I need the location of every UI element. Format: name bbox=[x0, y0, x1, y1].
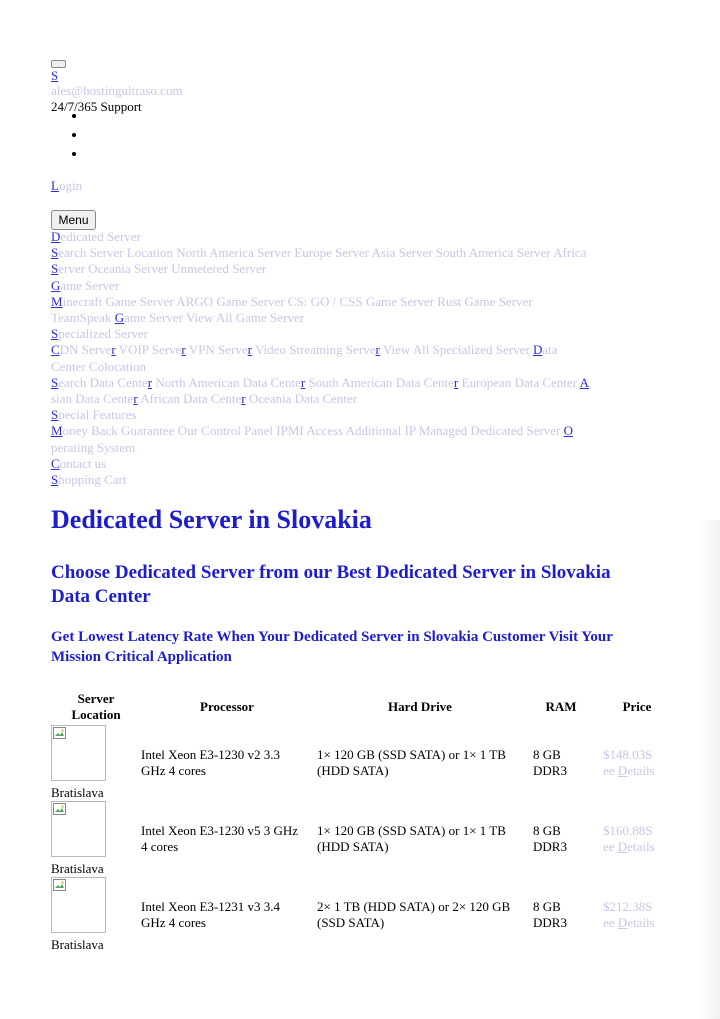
nav-game2-first[interactable]: G bbox=[114, 310, 125, 326]
nav-center-colocation[interactable]: Center Colocation bbox=[51, 358, 146, 374]
table-row bbox=[51, 801, 679, 877]
nav-special-first[interactable]: S bbox=[51, 407, 59, 423]
nav-contact-us[interactable]: ontact us bbox=[59, 455, 107, 471]
support-text: 24/7/365 Support bbox=[51, 99, 142, 114]
page-edge-shade bbox=[700, 520, 720, 1019]
login-link[interactable] bbox=[51, 178, 82, 194]
login-rest[interactable]: ogin bbox=[58, 178, 83, 193]
nav-specialized-first[interactable]: S bbox=[51, 326, 59, 342]
nav-r-mark[interactable]: r bbox=[247, 342, 252, 358]
nav-server-locations[interactable]: earch Server Location North America Server Europe Server Asia Server South America Server Africa bbox=[58, 245, 587, 261]
location-image bbox=[51, 877, 106, 933]
details-link[interactable]: etails bbox=[627, 839, 655, 854]
location-cell bbox=[51, 877, 141, 953]
nav-server-first[interactable]: S bbox=[51, 261, 59, 277]
bullet-icon[interactable] bbox=[72, 152, 76, 156]
nav-voip-server[interactable]: VOIP Serve bbox=[115, 342, 182, 358]
nav-money-first[interactable]: M bbox=[51, 423, 63, 439]
ram-cell: 8 GB DDR3 bbox=[533, 899, 567, 930]
social-list bbox=[72, 114, 76, 171]
see-link[interactable]: ee bbox=[603, 763, 615, 778]
nav-money-back[interactable]: oney Back Guarantee bbox=[62, 423, 175, 439]
nav-cdn-server[interactable]: DN Serve bbox=[59, 342, 112, 358]
nav-r-mark[interactable]: r bbox=[147, 374, 153, 390]
broken-image-icon bbox=[53, 803, 66, 815]
nav-r-mark[interactable]: r bbox=[300, 374, 306, 390]
nav-oceania-dc[interactable]: Oceania Data Center bbox=[245, 391, 358, 407]
nav-r-mark[interactable]: r bbox=[133, 391, 138, 407]
price-link[interactable]: $160.88S bbox=[603, 823, 653, 838]
nav-additional-ip[interactable]: Additional IP bbox=[345, 423, 416, 439]
nav-game-first[interactable]: G bbox=[51, 277, 61, 293]
nav-os-first[interactable]: O bbox=[563, 423, 573, 439]
details-first[interactable]: D bbox=[617, 915, 628, 930]
nav-contact-first[interactable]: C bbox=[51, 455, 60, 471]
nav-european-dc[interactable]: European Data Center bbox=[458, 374, 578, 390]
nav-toggle-button[interactable] bbox=[51, 60, 66, 68]
page-title: Dedicated Server in Slovakia bbox=[51, 505, 372, 534]
nav-south-american-dc[interactable]: South American Data Cente bbox=[305, 374, 454, 390]
col-hard-drive: Hard Drive bbox=[388, 699, 452, 714]
table-row bbox=[51, 725, 679, 801]
nav-oceania-unmetered[interactable]: erver Oceania Server Unmetered Server bbox=[58, 261, 267, 277]
processor-cell: Intel Xeon E3-1230 v5 3 GHz 4 cores bbox=[141, 823, 299, 854]
nav-shop-first[interactable]: S bbox=[51, 472, 59, 488]
table-row bbox=[51, 877, 679, 953]
see-link[interactable]: ee bbox=[603, 915, 615, 930]
ram-cell: 8 GB DDR3 bbox=[533, 747, 567, 778]
nav-vpn-server[interactable]: VPN Serve bbox=[185, 342, 248, 358]
bullet-icon[interactable] bbox=[72, 133, 76, 137]
bullet-icon[interactable] bbox=[72, 114, 76, 118]
details-link[interactable]: etails bbox=[627, 763, 655, 778]
price-link[interactable]: $148.03S bbox=[603, 747, 653, 762]
details-first[interactable]: D bbox=[617, 839, 628, 854]
location-name: Bratislava bbox=[51, 861, 104, 876]
nav-search-location-first[interactable]: S bbox=[51, 245, 59, 261]
page-subtitle: Choose Dedicated Server from our Best Dedicated Server in Slovakia Data Center bbox=[51, 562, 611, 607]
server-table bbox=[51, 689, 679, 953]
nav-control-panel[interactable]: Our Control Panel bbox=[177, 423, 274, 439]
nav-view-all-specialized[interactable]: View All Specialized Server bbox=[379, 342, 530, 358]
details-link[interactable]: etails bbox=[627, 915, 655, 930]
nav-view-all-game[interactable]: ame Server View All Game Server bbox=[124, 310, 304, 326]
nav-operating-system[interactable]: perating System bbox=[51, 439, 136, 455]
broken-image-icon bbox=[53, 727, 66, 739]
sales-letter[interactable]: S bbox=[51, 68, 59, 83]
processor-cell: Intel Xeon E3-1230 v2 3.3 GHz 4 cores bbox=[141, 747, 281, 778]
nav-r-mark[interactable]: r bbox=[111, 342, 116, 358]
nav-game-list[interactable]: inecraft Game Server ARGO Game Server CS: GO / CSS Game Server Rust Game Server bbox=[62, 293, 533, 309]
location-image bbox=[51, 725, 106, 781]
nav-search-dc-first[interactable]: S bbox=[51, 374, 59, 390]
sales-email-link-first[interactable] bbox=[51, 68, 58, 84]
hard-drive-cell: 2× 1 TB (HDD SATA) or 2× 120 GB (SSD SATA) bbox=[317, 899, 511, 930]
nav-data-first[interactable]: D bbox=[532, 342, 543, 358]
nav-r-mark[interactable]: r bbox=[453, 374, 459, 390]
nav-cdn-first[interactable]: C bbox=[51, 342, 60, 358]
nav-video-streaming[interactable]: Video Streaming Serve bbox=[251, 342, 376, 358]
page-tagline: Get Lowest Latency Rate When Your Dedicated Server in Slovakia Customer Visit Your Mission Critical Application bbox=[51, 629, 613, 665]
hard-drive-cell: 1× 120 GB (SSD SATA) or 1× 1 TB (HDD SATA) bbox=[317, 747, 506, 778]
price-link[interactable]: $212.38S bbox=[603, 899, 653, 914]
nav-specialized-server[interactable]: pecialized Server bbox=[58, 326, 149, 342]
location-name: Bratislava bbox=[51, 937, 104, 952]
main-nav bbox=[51, 229, 666, 488]
price-cell bbox=[595, 725, 679, 801]
broken-image-icon bbox=[53, 879, 66, 891]
nav-special-features[interactable]: pecial Features bbox=[58, 407, 137, 423]
nav-search-data-center[interactable]: earch Data Cente bbox=[58, 374, 148, 390]
nav-r-mark[interactable]: r bbox=[181, 342, 186, 358]
login-first[interactable]: L bbox=[51, 178, 59, 193]
col-location: Server Location bbox=[71, 691, 121, 722]
ram-cell: 8 GB DDR3 bbox=[533, 823, 567, 854]
nav-r-mark[interactable]: r bbox=[375, 342, 380, 358]
nav-ipmi-access[interactable]: IPMI Access bbox=[276, 423, 344, 439]
menu-button[interactable]: Menu bbox=[51, 210, 96, 230]
hard-drive-cell: 1× 120 GB (SSD SATA) or 1× 1 TB (HDD SATA) bbox=[317, 823, 506, 854]
col-price: Price bbox=[622, 699, 652, 714]
nav-shopping-cart[interactable]: hopping Cart bbox=[58, 472, 127, 488]
nav-dedicated-server[interactable]: edicated Server bbox=[60, 229, 141, 244]
see-link[interactable]: ee bbox=[603, 839, 615, 854]
col-processor: Processor bbox=[200, 699, 254, 714]
col-ram: RAM bbox=[545, 699, 577, 714]
nav-teamspeak[interactable]: TeamSpeak bbox=[51, 310, 112, 326]
nav-game-server[interactable]: ame Server bbox=[60, 277, 120, 293]
nav-data-rest[interactable]: ata bbox=[542, 342, 558, 358]
location-cell bbox=[51, 725, 141, 801]
nav-african-dc[interactable]: African Data Cente bbox=[137, 391, 242, 407]
location-name: Bratislava bbox=[51, 785, 104, 800]
email-text[interactable]: ales@hostingultraso.com bbox=[51, 83, 183, 98]
nav-managed-server[interactable]: Managed Dedicated Server bbox=[418, 423, 561, 439]
details-first[interactable]: D bbox=[617, 763, 628, 778]
nav-north-american-dc[interactable]: North American Data Cente bbox=[152, 374, 301, 390]
location-image bbox=[51, 801, 106, 857]
table-header-row bbox=[51, 689, 679, 725]
processor-cell: Intel Xeon E3-1231 v3 3.4 GHz 4 cores bbox=[141, 899, 281, 930]
price-cell bbox=[595, 801, 679, 877]
nav-minecraft-first[interactable]: M bbox=[51, 293, 63, 309]
location-cell bbox=[51, 801, 141, 877]
nav-r-mark[interactable]: r bbox=[241, 391, 246, 407]
nav-asian-dc[interactable]: sian Data Cente bbox=[51, 391, 134, 407]
nav-dedicated-first[interactable]: D bbox=[51, 229, 61, 244]
nav-asian-first[interactable]: A bbox=[579, 374, 589, 390]
email-link[interactable] bbox=[51, 83, 182, 99]
price-cell bbox=[595, 877, 679, 953]
